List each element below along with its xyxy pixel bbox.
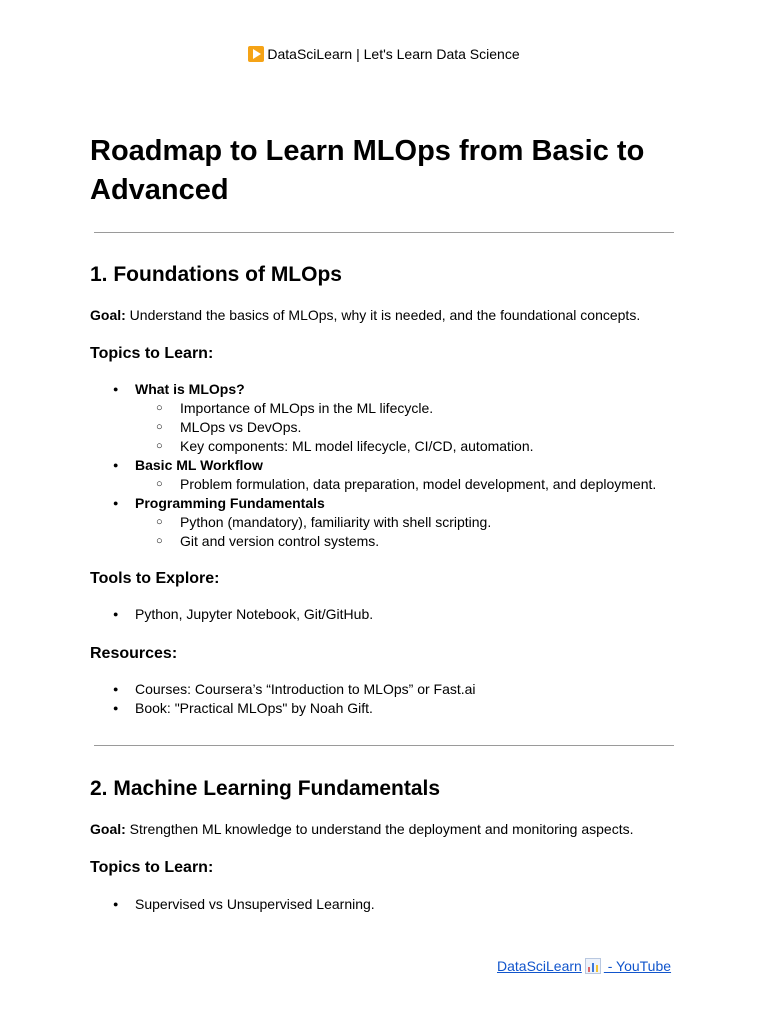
subsection-heading: Topics to Learn: [90,345,214,362]
subsection-heading: Resources: [90,645,178,662]
goal-label: Goal: [90,821,126,837]
list-item: ○ Git and version control systems. [90,532,656,551]
bar-chart-icon [585,958,601,974]
list-item: ● Python, Jupyter Notebook, Git/GitHub. [90,605,373,624]
list-item: ○ Key components: ML model lifecycle, CI/CD, automation. [90,437,656,456]
resources-list [90,680,476,718]
subsection-heading: Topics to Learn: [90,859,214,876]
section-heading: 2. Machine Learning Fundamentals [90,777,441,800]
page-title: Roadmap to Learn MLOps from Basic to Advanced [90,135,645,206]
divider [94,232,674,233]
topics-list [90,380,656,551]
document-header [0,45,768,63]
youtube-link[interactable]: DataSciLearn - YouTube [497,958,672,974]
list-item: ● What is MLOps? [90,380,656,399]
header-text: DataSciLearn | Let's Learn Data Science [267,46,520,62]
goal-label: Goal: [90,307,126,323]
goal-text: Understand the basics of MLOps, why it is needed, and the foundational concepts. [125,307,641,323]
divider [94,745,674,746]
goal-paragraph [90,820,633,838]
list-item: ● Programming Fundamentals [90,494,656,513]
list-item: ● Supervised vs Unsupervised Learning. [90,895,375,914]
topics-list [90,895,375,914]
list-item: ○ MLOps vs DevOps. [90,418,656,437]
list-item: ○ Problem formulation, data preparation, model development, and deployment. [90,475,656,494]
list-item: ○ Python (mandatory), familiarity with shell scripting. [90,513,656,532]
subsection-heading: Tools to Explore: [90,570,220,587]
list-item: ● Basic ML Workflow [90,456,656,475]
list-item: ● Courses: Coursera’s “Introduction to MLOps” or Fast.ai [90,680,476,699]
list-item: ● Book: "Practical MLOps" by Noah Gift. [90,699,476,718]
section-heading: 1. Foundations of MLOps [90,263,342,286]
tools-list [90,605,373,624]
play-icon [248,46,264,62]
list-item: ○ Importance of MLOps in the ML lifecycle. [90,399,656,418]
goal-text: Strengthen ML knowledge to understand the deployment and monitoring aspects. [125,821,634,837]
goal-paragraph [90,306,640,324]
